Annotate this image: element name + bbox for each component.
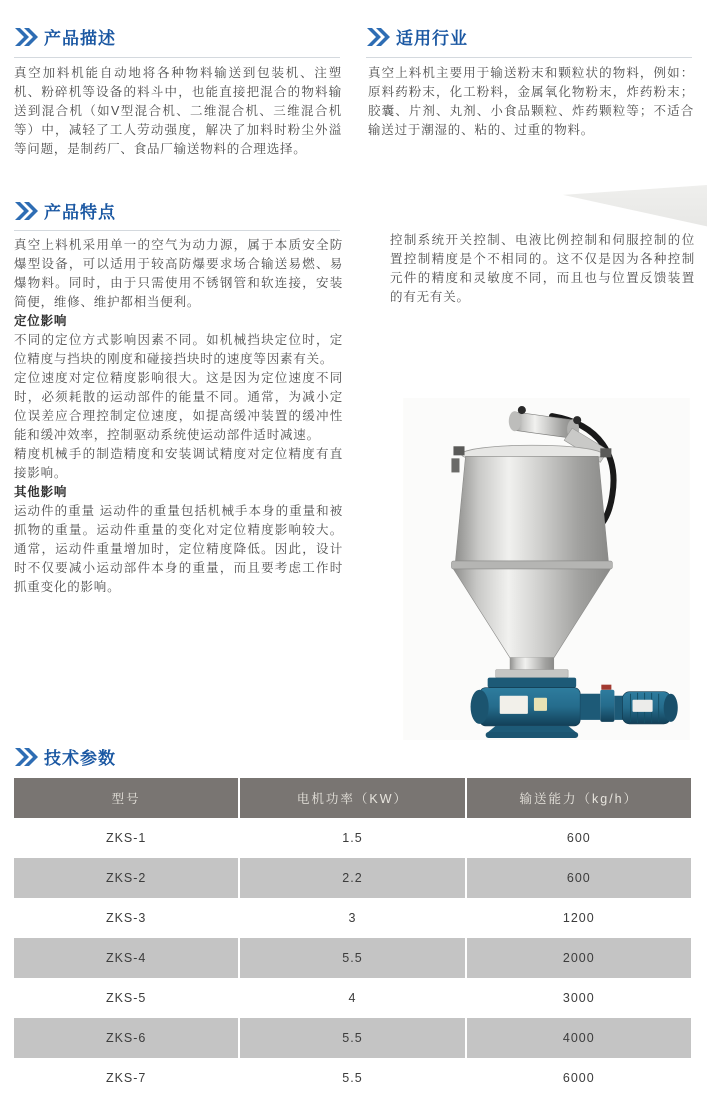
table-cell: 600 bbox=[465, 818, 691, 858]
table-cell: ZKS-5 bbox=[105, 991, 147, 1005]
table-cell: ZKS-7 bbox=[105, 1071, 147, 1085]
spec-table bbox=[14, 778, 691, 1098]
table-row bbox=[14, 898, 691, 938]
table-cell: 5.5 bbox=[238, 938, 464, 978]
column-header-motor-power: 电机功率（KW） bbox=[238, 778, 464, 818]
applicable-industries-body bbox=[368, 64, 694, 140]
table-cell: 3 bbox=[238, 898, 464, 938]
double-chevron-right-icon bbox=[366, 27, 390, 47]
subheading-positioning-influence: 定位影响 bbox=[14, 314, 68, 328]
product-description-body bbox=[14, 64, 342, 159]
section-header-product-features bbox=[14, 198, 116, 223]
section-title: 技术参数 bbox=[44, 749, 116, 768]
table-cell: ZKS-4 bbox=[105, 951, 147, 965]
subheading-other-influence: 其他影响 bbox=[14, 485, 68, 499]
table-row bbox=[14, 978, 691, 1018]
section-header-applicable-industries bbox=[366, 24, 468, 49]
table-row bbox=[14, 1058, 691, 1098]
paragraph: 真空上料机采用单一的空气为动力源，属于本质安全防爆型设备，可以适用于较高防爆要求场合输送易燃、易爆物料。同时，由于只需使用不锈钢管和软连接，安装简便，维修、维护都相当便利。 bbox=[14, 238, 343, 309]
table-row bbox=[14, 1018, 691, 1058]
table-cell: ZKS-6 bbox=[105, 1031, 147, 1045]
table-cell: 5.5 bbox=[238, 1058, 464, 1098]
paragraph: 真空加料机能自动地将各种物料输送到包装机、注塑机、粉碎机等设备的料斗中，也能直接把混合的物料输送到混合机（如V型混合机、二维混合机、三维混合机等）中，减轻了工人劳动强度，解决了加料时粉尘外溢等问题，是制药厂、食品厂输送物料的合理选择。 bbox=[14, 66, 342, 156]
table-cell: 2.2 bbox=[238, 858, 464, 898]
table-cell: ZKS-1 bbox=[105, 831, 147, 845]
section-title: 产品描述 bbox=[44, 29, 116, 48]
table-cell: 1.5 bbox=[238, 818, 464, 858]
paragraph: 运动件的重量 运动件的重量包括机械手本身的重量和被抓物的重量。运动件重量的变化对定位精度影响较大。通常，运动件重量增加时，定位精度降低。因此，设计时不仅要减小运动部件本身的重量，而且要考虑工作时抓重变化的影响。 bbox=[14, 504, 343, 594]
paragraph: 不同的定位方式影响因素不同。如机械挡块定位时，定位精度与挡块的刚度和碰接挡块时的速度等因素有关。 bbox=[14, 333, 343, 366]
double-chevron-right-icon bbox=[14, 747, 38, 767]
table-cell: 5.5 bbox=[238, 1018, 464, 1058]
product-features-right-column bbox=[390, 231, 695, 307]
table-cell: 3000 bbox=[465, 978, 691, 1018]
column-header-model: 型号 bbox=[111, 792, 141, 806]
table-cell: 600 bbox=[465, 858, 691, 898]
section-title: 适用行业 bbox=[396, 29, 468, 48]
paragraph: 真空上料机主要用于输送粉末和颗粒状的物料，例如：原料药粉末，化工粉料，金属氧化物粉末，炸药粉末；胶囊、片剂、丸剂、小食品颗粒、炸药颗粒等；不适合输送过于潮湿的、粘的、过重的物料。 bbox=[368, 66, 694, 137]
table-cell: 4 bbox=[238, 978, 464, 1018]
table-row bbox=[14, 818, 691, 858]
spec-table-body bbox=[14, 818, 691, 1098]
divider bbox=[14, 230, 340, 231]
table-cell: ZKS-3 bbox=[105, 911, 147, 925]
table-cell: ZKS-2 bbox=[105, 871, 147, 885]
section-header-product-description bbox=[14, 24, 116, 49]
divider bbox=[14, 57, 340, 58]
table-row bbox=[14, 938, 691, 978]
table-cell: 2000 bbox=[465, 938, 691, 978]
corner-triangle-decoration bbox=[563, 185, 707, 230]
section-header-technical-parameters bbox=[14, 744, 116, 769]
double-chevron-right-icon bbox=[14, 27, 38, 47]
vacuum-feeder-illustration bbox=[403, 398, 690, 740]
vacuum-feeder-photo bbox=[403, 398, 690, 740]
paragraph: 精度机械手的制造精度和安装调试精度对定位精度有直接影响。 bbox=[14, 447, 343, 480]
paragraph: 定位速度对定位精度影响很大。这是因为定位速度不同时，必须耗散的运动部件的能量不同。通常，为减小定位误差应合理控制定位速度，如提高缓冲装置的缓冲性能和缓冲效率，控制驱动系统使运动部件适时减速。 bbox=[14, 371, 343, 442]
table-row bbox=[14, 858, 691, 898]
double-chevron-right-icon bbox=[14, 201, 38, 221]
section-title: 产品特点 bbox=[44, 203, 116, 222]
table-cell: 4000 bbox=[465, 1018, 691, 1058]
table-header-row bbox=[14, 778, 691, 818]
column-header-capacity: 输送能力（kg/h） bbox=[465, 778, 691, 818]
table-cell: 1200 bbox=[465, 898, 691, 938]
table-cell: 6000 bbox=[465, 1058, 691, 1098]
divider bbox=[366, 57, 692, 58]
product-features-left-column bbox=[14, 236, 343, 597]
paragraph: 控制系统开关控制、电液比例控制和伺服控制的位置控制精度是个不相同的。这不仅是因为各种控制元件的精度和灵敏度不同，而且也与位置反馈装置的有无有关。 bbox=[390, 233, 695, 304]
